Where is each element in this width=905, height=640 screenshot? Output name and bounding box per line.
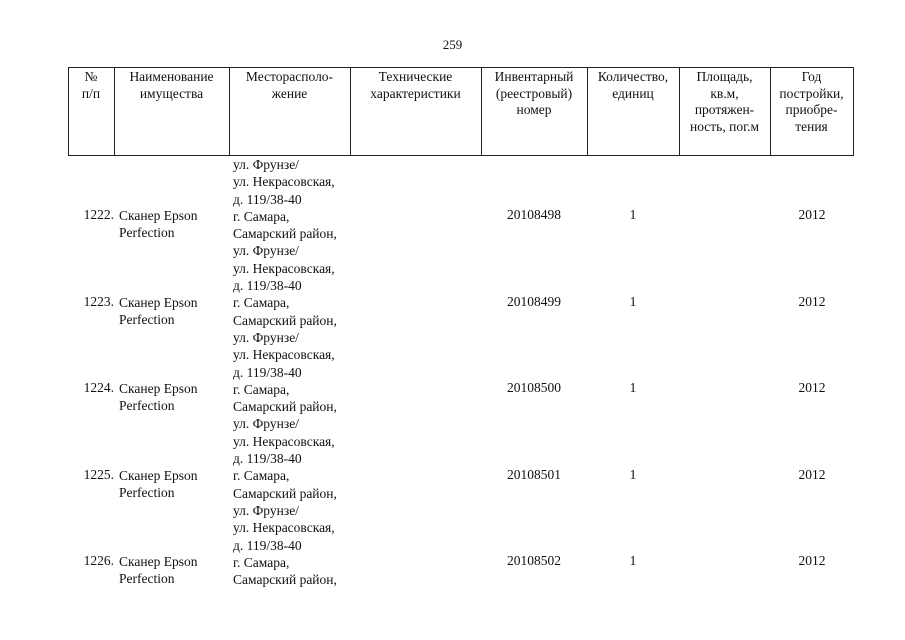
header-text: тения	[795, 118, 828, 134]
header-bottom-border	[68, 155, 854, 156]
location-line: ул. Фрунзе/	[233, 416, 299, 432]
header-text: Год	[801, 69, 822, 84]
item-name-line: Perfection	[119, 485, 175, 500]
header-text: Технические	[378, 69, 453, 84]
header-text: (реестровый)	[495, 85, 573, 101]
row-number: 1222.	[83, 207, 114, 222]
location-line: г. Самара,	[233, 208, 290, 224]
inventory-number: 20108498	[507, 207, 561, 222]
row-number: 1226.	[83, 553, 114, 568]
header-num	[68, 67, 114, 155]
header-text: Количество,	[597, 69, 669, 84]
location-line: Самарский район,	[233, 485, 337, 501]
item-name-line: Perfection	[119, 571, 175, 586]
row-number: 1224.	[83, 380, 114, 395]
header-text: протяжен-	[694, 102, 755, 117]
item-name-line: Perfection	[119, 398, 175, 413]
header-quantity	[587, 67, 679, 155]
item-name-line: Perfection	[119, 312, 175, 327]
header-text: номер	[516, 102, 552, 117]
row-number: 1223.	[83, 294, 114, 309]
header-text: Площадь,	[696, 69, 753, 84]
item-name	[119, 467, 229, 501]
year: 2012	[798, 294, 826, 309]
location-line: ул. Фрунзе/	[233, 329, 299, 345]
row-number: 1225.	[83, 467, 114, 482]
header-inventory	[481, 67, 587, 155]
location-column	[233, 156, 353, 588]
table-header	[68, 67, 854, 155]
page-number: 259	[442, 37, 463, 52]
quantity: 1	[629, 467, 637, 482]
quantity: 1	[629, 294, 637, 309]
location-line: Самарский район,	[233, 226, 337, 242]
item-name-line: Perfection	[119, 225, 175, 240]
location-line: ул. Некрасовская,	[233, 433, 335, 449]
header-text: приобре-	[785, 102, 838, 117]
item-name-line: Сканер Epson	[119, 208, 198, 223]
header-text: ность, пог.м	[689, 118, 760, 134]
header-text: Месторасполо-	[245, 69, 334, 84]
location-line: г. Самара,	[233, 554, 290, 570]
location-line: г. Самара,	[233, 295, 290, 311]
header-tech	[350, 67, 481, 155]
item-name	[119, 207, 229, 241]
location-line: д. 119/38-40	[233, 451, 302, 467]
quantity: 1	[629, 380, 637, 395]
inventory-number: 20108501	[507, 467, 561, 482]
header-text: №	[84, 69, 98, 84]
inventory-number: 20108499	[507, 294, 561, 309]
location-line: ул. Фрунзе/	[233, 502, 299, 518]
item-name-line: Сканер Epson	[119, 295, 198, 310]
year: 2012	[798, 207, 826, 222]
header-text: жение	[271, 85, 308, 101]
header-text: единиц	[612, 85, 654, 101]
header-area	[679, 67, 770, 155]
location-line: д. 119/38-40	[233, 364, 302, 380]
header-name	[114, 67, 229, 155]
item-name	[119, 294, 229, 328]
header-text: имущества	[139, 85, 204, 101]
inventory-number: 20108502	[507, 553, 561, 568]
location-line: ул. Некрасовская,	[233, 347, 335, 363]
item-name-line: Сканер Epson	[119, 554, 198, 569]
item-name-line: Сканер Epson	[119, 468, 198, 483]
location-line: д. 119/38-40	[233, 278, 302, 294]
year: 2012	[798, 553, 826, 568]
header-text: п/п	[81, 85, 101, 101]
header-year	[770, 67, 853, 155]
location-line: ул. Некрасовская,	[233, 520, 335, 536]
header-text: Наименование	[129, 69, 214, 84]
header-text: кв.м,	[710, 85, 739, 101]
year: 2012	[798, 380, 826, 395]
location-line: г. Самара,	[233, 381, 290, 397]
location-line: ул. Некрасовская,	[233, 260, 335, 276]
location-line: ул. Фрунзе/	[233, 157, 299, 172]
inventory-number: 20108500	[507, 380, 561, 395]
location-line: ул. Фрунзе/	[233, 243, 299, 259]
quantity: 1	[629, 553, 637, 568]
header-text: постройки,	[779, 85, 844, 101]
location-line: Самарский район,	[233, 399, 337, 415]
location-line: г. Самара,	[233, 468, 290, 484]
quantity: 1	[629, 207, 637, 222]
header-text: Инвентарный	[494, 69, 574, 84]
location-line: Самарский район,	[233, 572, 337, 588]
item-name	[119, 380, 229, 414]
item-name-line: Сканер Epson	[119, 381, 198, 396]
item-name	[119, 553, 229, 587]
location-line: д. 119/38-40	[233, 191, 302, 207]
location-line: Самарский район,	[233, 312, 337, 328]
header-location	[229, 67, 350, 155]
header-text: характеристики	[370, 85, 461, 101]
location-line: ул. Некрасовская,	[233, 174, 335, 190]
year: 2012	[798, 467, 826, 482]
location-line: д. 119/38-40	[233, 537, 302, 553]
